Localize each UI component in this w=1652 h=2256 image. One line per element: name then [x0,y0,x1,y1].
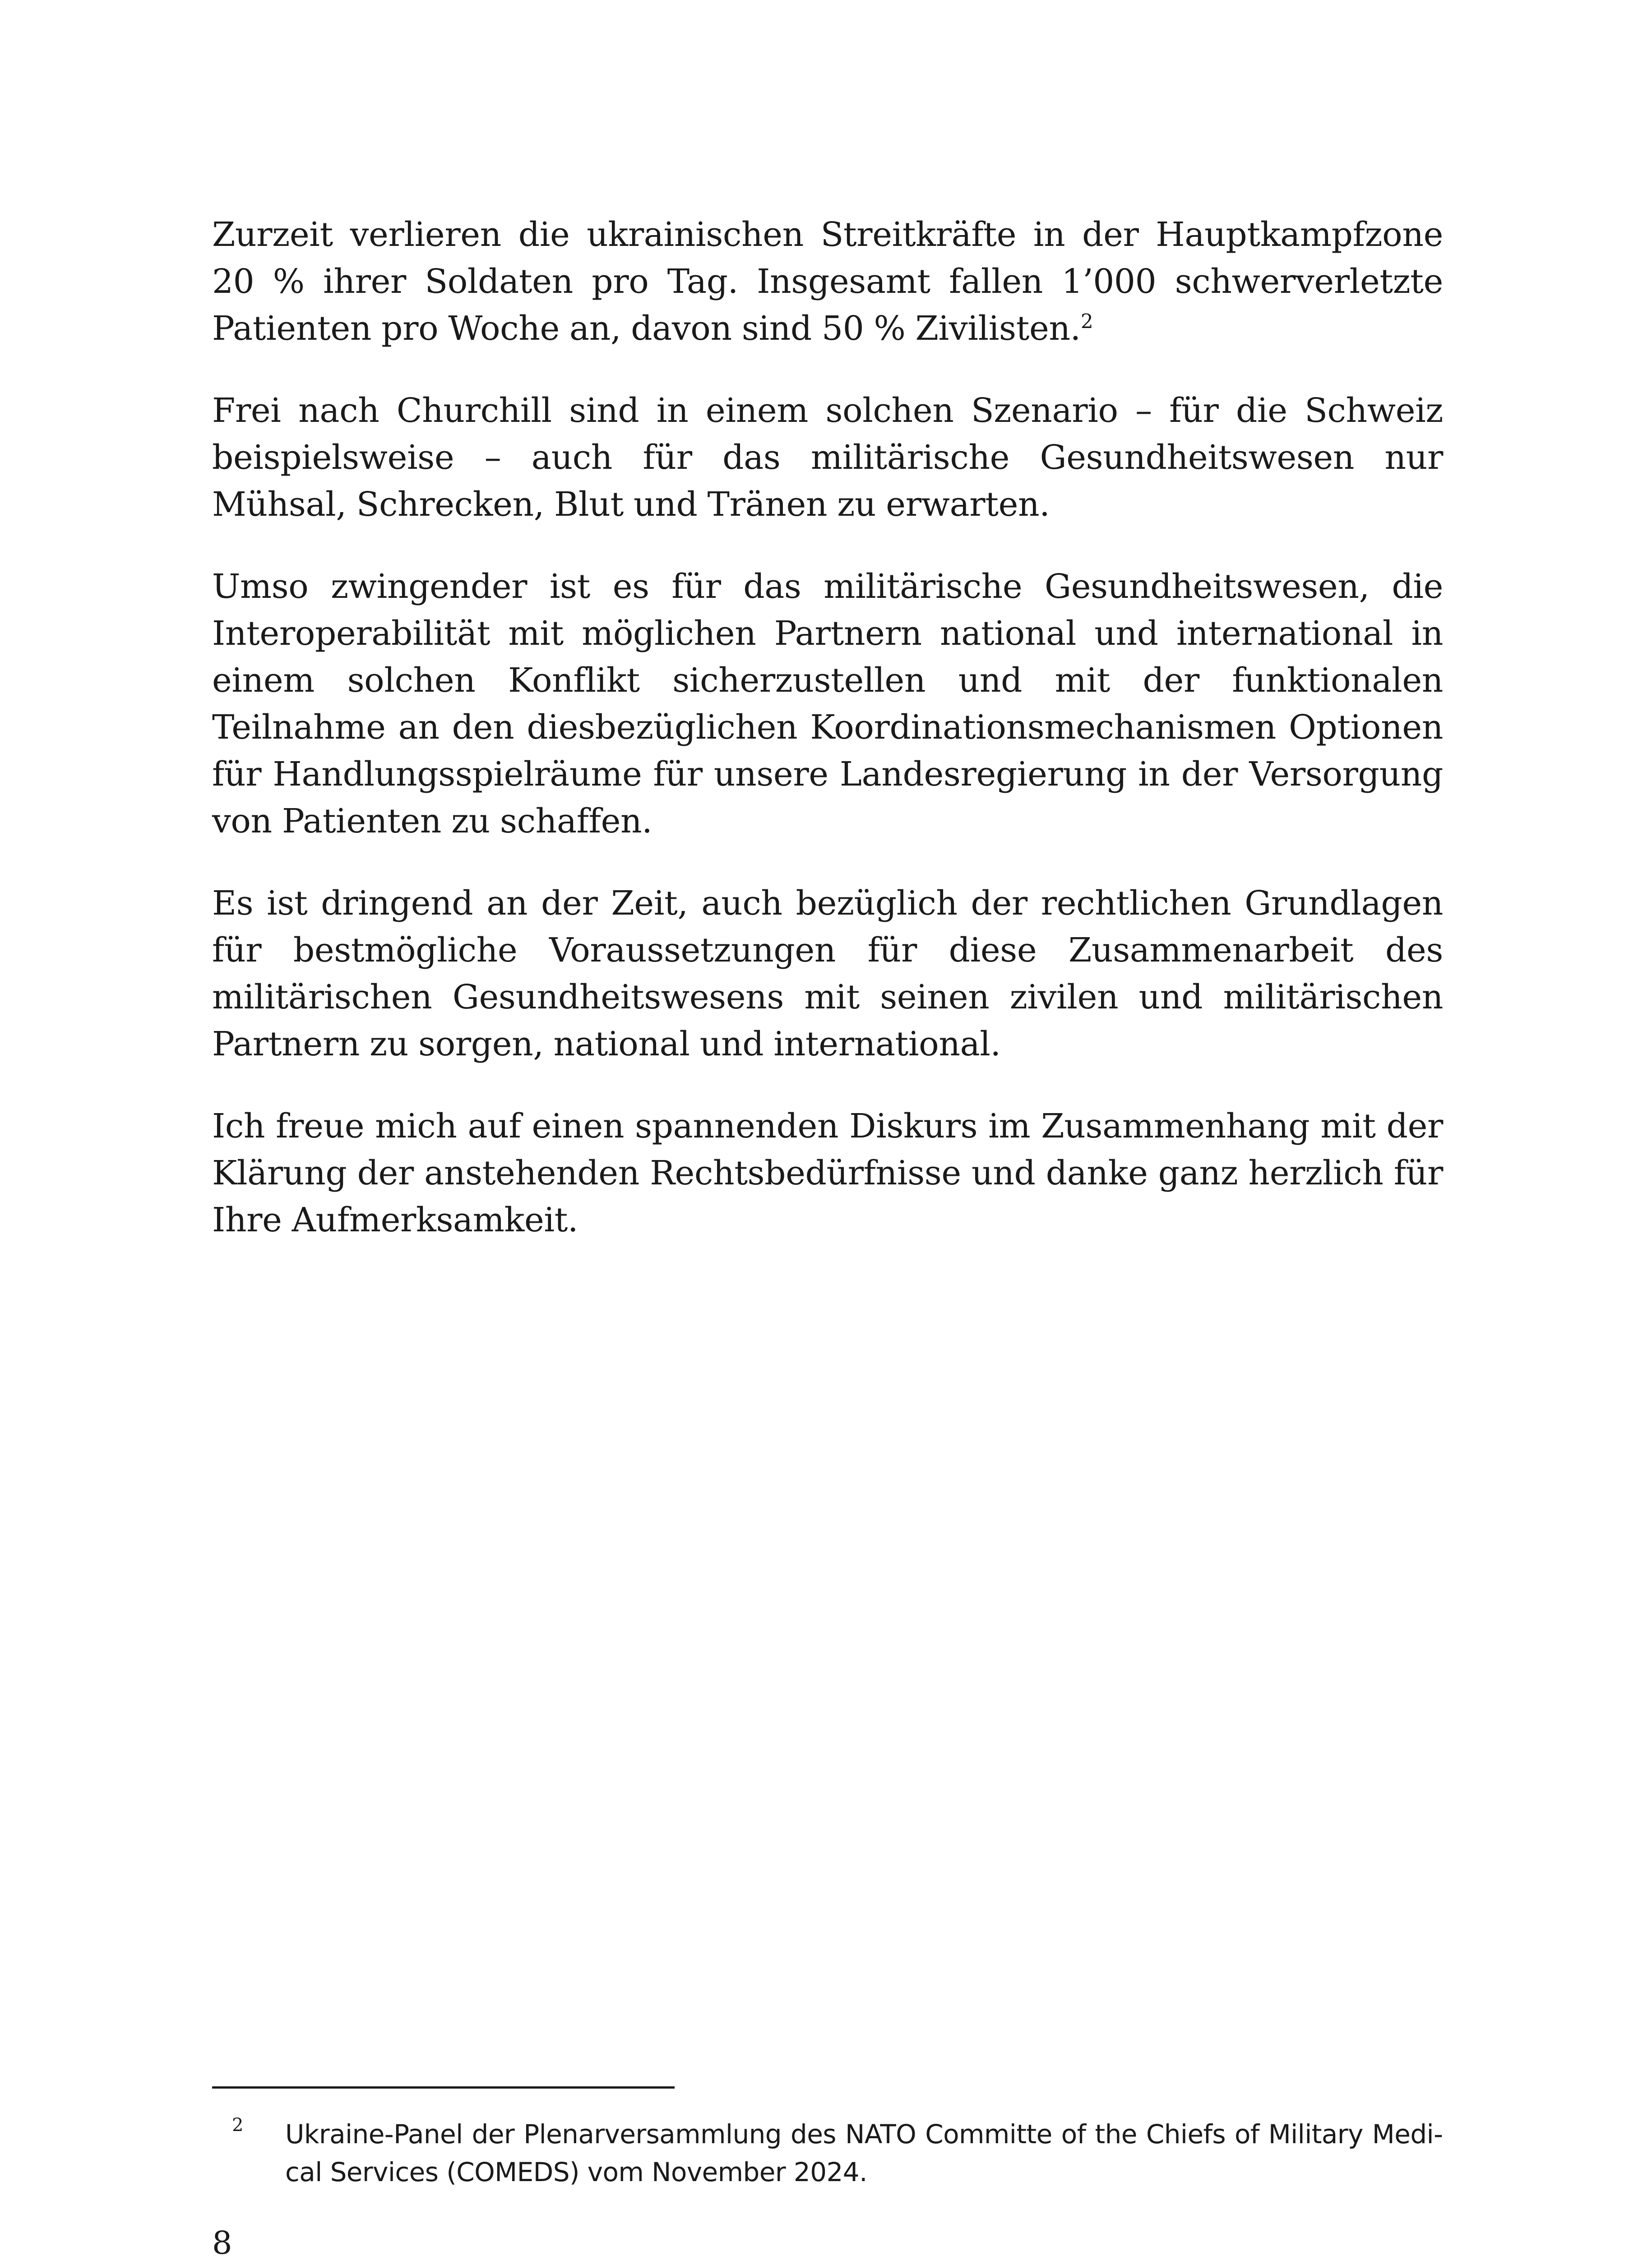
footnote [212,2115,1443,2191]
paragraph-4: Es ist dringend an der Zeit, auch bezüglich der rechtlichen Grundlagen für bestmögliche Voraussetzungen für diese Zusammenarbeit des militärischen Gesundheitswesens mit seinen zivilen und militärischen Partnern zu sorgen, national und international. [212,884,1443,1063]
body-text [212,211,1443,1279]
page-number: 8 [212,2224,232,2256]
footnote-reference[interactable]: 2 [1080,310,1093,333]
footnote-divider [212,2086,675,2089]
footnote-number: 2 [232,2115,244,2136]
paragraph-1-text: Zurzeit verlieren die ukrainischen Streitkräfte in der Hauptkampfzone 20 % ihrer Soldaten pro Tag. Insgesamt fallen 1’000 schwerverletzte Patienten pro Woche an, davon sind 50 % Zivilisten. [212,215,1443,348]
paragraph-2: Frei nach Churchill sind in einem solchen Szenario – für die Schweiz beispielsweise – auch für das militärische Gesundheitswesen nur Mühsal, Schrecken, Blut und Tränen zu erwarten. [212,391,1443,524]
paragraph-5: Ich freue mich auf einen spannenden Diskurs im Zusammenhang mit der Klärung der anstehenden Rechtsbedürfnisse und danke ganz herzlich für Ihre Aufmerksamkeit. [212,1107,1443,1239]
footnote-text: Ukraine-Panel der Plenarversammlung des NATO Committe of the Chiefs of Military Medical Services (COMEDS) vom November 2024. [285,2119,1443,2187]
paragraph-1 [212,211,1443,352]
paragraph-3: Umso zwingender ist es für das militärische Gesundheitswesen, die Interoperabilität mit möglichen Partnern national und international in einem solchen Konflikt sicherzustellen und mit der funktionalen Teilnahme an den diesbezüglichen Koordinationsmechanismen Optionen für Handlungsspielräume für unsere Landesregierung in der Versorgung von Patienten zu schaffen. [212,567,1443,841]
